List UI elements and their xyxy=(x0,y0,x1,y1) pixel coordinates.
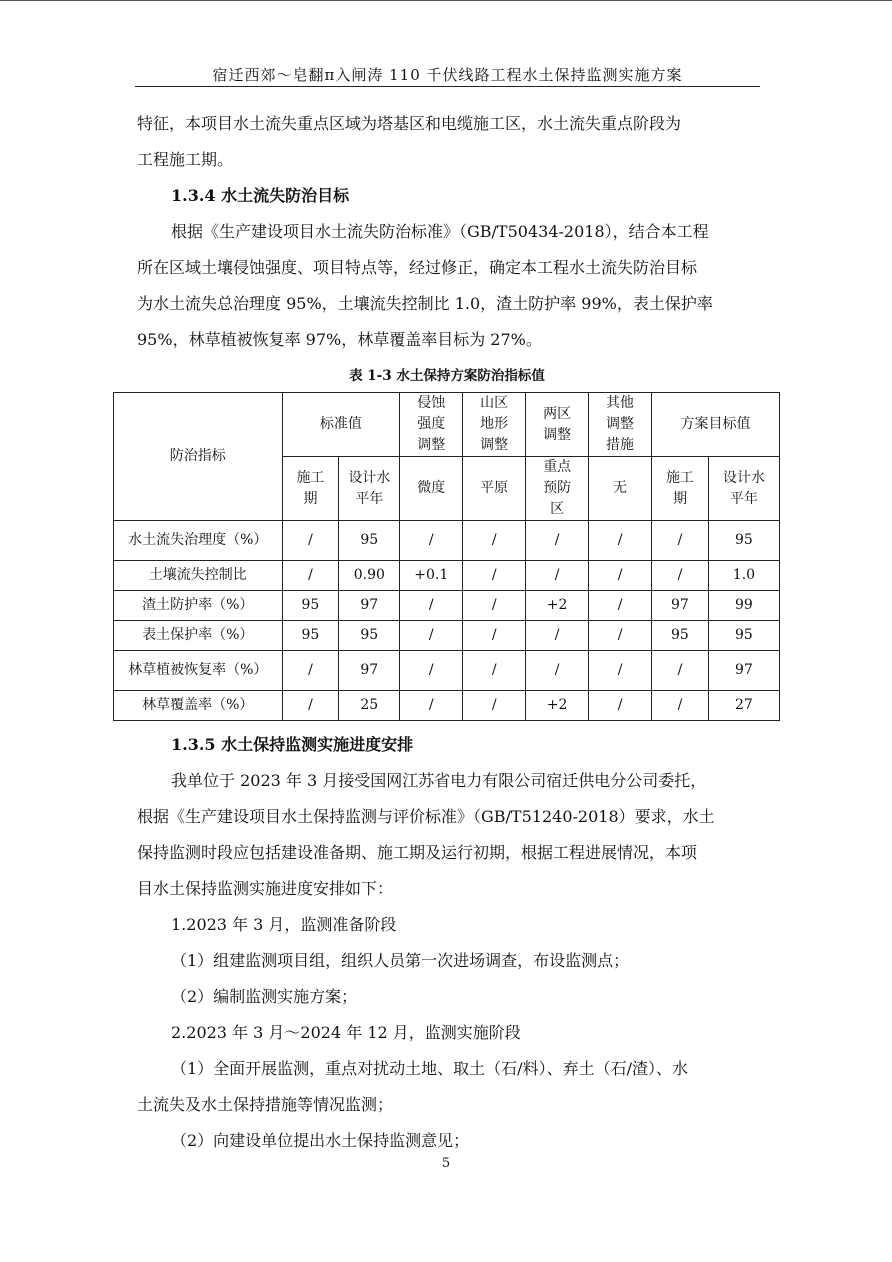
table-cell: +0.1 xyxy=(400,561,463,591)
body-line: 目水土保持监测实施进度安排如下： xyxy=(137,879,394,898)
body-line: 工程施工期。 xyxy=(137,150,234,169)
table-cell: 25 xyxy=(339,691,400,721)
table-cell: / xyxy=(282,651,339,691)
subheader-text: 施工期 xyxy=(296,469,325,507)
table-cell: / xyxy=(463,691,526,721)
table-cell: / xyxy=(589,591,652,621)
table-cell: 0.90 xyxy=(339,561,400,591)
table-cell: +2 xyxy=(526,691,589,721)
page-top-edge xyxy=(0,0,892,1)
body-line: 所在区域土壤侵蚀强度、项目特点等，经过修正，确定本工程水土流失防治目标 xyxy=(137,258,698,277)
schedule-item: （2）向建设单位提出水土保持监测意见； xyxy=(171,1131,470,1150)
header-mountain xyxy=(463,393,526,457)
table-cell: / xyxy=(282,691,339,721)
table-cell: / xyxy=(589,521,652,561)
subheader-text: 设计水平年 xyxy=(722,469,765,507)
schedule-item: （1）全面开展监测，重点对扰动土地、取土（石/料）、弃土（石/渣）、水 xyxy=(171,1059,688,1078)
table-cell: 95 xyxy=(652,621,709,651)
subheader-cell xyxy=(282,457,339,521)
table-cell: / xyxy=(652,691,709,721)
body-line: 我单位于 2023 年 3 月接受国网江苏省电力有限公司宿迁供电分公司委托， xyxy=(171,771,707,790)
table-cell: / xyxy=(282,521,339,561)
table-cell: / xyxy=(526,621,589,651)
table-row xyxy=(114,651,780,691)
header-rule xyxy=(135,86,760,87)
table-cell: 1.0 xyxy=(708,561,779,591)
table-cell: 97 xyxy=(339,591,400,621)
table-cell: / xyxy=(400,651,463,691)
body-line: 保持监测时段应包括建设准备期、施工期及运行初期，根据工程进展情况，本项 xyxy=(137,843,698,862)
indicator-table xyxy=(113,392,780,721)
table-cell: / xyxy=(589,651,652,691)
section-heading-134: 1.3.4 水土流失防治目标 xyxy=(171,186,350,205)
table-cell: / xyxy=(589,561,652,591)
schedule-item: 2.2023 年 3 月～2024 年 12 月，监测实施阶段 xyxy=(171,1023,521,1042)
table-cell: / xyxy=(463,521,526,561)
table-cell: / xyxy=(463,561,526,591)
body-line: 根据《生产建设项目水土保持监测与评价标准》（GB/T51240-2018）要求，水土 xyxy=(137,807,715,826)
table-cell: 97 xyxy=(339,651,400,691)
header-erosion xyxy=(400,393,463,457)
table-cell: 97 xyxy=(652,591,709,621)
subheader-cell: 无 xyxy=(589,457,652,521)
table-cell: 95 xyxy=(339,521,400,561)
header-target: 方案目标值 xyxy=(652,393,780,457)
table-cell: / xyxy=(589,691,652,721)
subheader-text: 重点预防区 xyxy=(543,459,572,517)
table-cell: / xyxy=(282,561,339,591)
subheader-cell: 平原 xyxy=(463,457,526,521)
table-cell: / xyxy=(652,561,709,591)
table-row xyxy=(114,591,780,621)
table-caption: 表 1-3 水土保持方案防治指标值 xyxy=(349,368,545,384)
table-cell: 95 xyxy=(282,621,339,651)
page-number: 5 xyxy=(441,1156,451,1171)
subheader-cell xyxy=(526,457,589,521)
row-indicator-name: 渣土防护率（%） xyxy=(114,591,283,621)
table-cell: / xyxy=(400,521,463,561)
table-row xyxy=(114,561,780,591)
table-cell: 99 xyxy=(708,591,779,621)
table-row xyxy=(114,521,780,561)
row-indicator-name: 土壤流失控制比 xyxy=(114,561,283,591)
table-cell: / xyxy=(652,651,709,691)
subheader-text: 设计水平年 xyxy=(348,469,391,507)
table-cell: / xyxy=(400,691,463,721)
table-cell: / xyxy=(400,591,463,621)
header-other-text: 其他调整措施 xyxy=(606,395,635,453)
header-erosion-text: 侵蚀强度调整 xyxy=(417,395,446,453)
table-row xyxy=(114,691,780,721)
row-indicator-name: 林草植被恢复率（%） xyxy=(114,651,283,691)
subheader-cell xyxy=(708,457,779,521)
header-mountain-text: 山区地形调整 xyxy=(480,395,509,453)
table-cell: 95 xyxy=(339,621,400,651)
row-indicator-name: 表土保护率（%） xyxy=(114,621,283,651)
table-cell: 27 xyxy=(708,691,779,721)
table-row xyxy=(114,621,780,651)
row-indicator-name: 林草覆盖率（%） xyxy=(114,691,283,721)
table-cell: 95 xyxy=(708,621,779,651)
body-line: 土流失及水土保持措施等情况监测； xyxy=(137,1095,394,1114)
subheader-cell xyxy=(339,457,400,521)
table-cell: 95 xyxy=(282,591,339,621)
table-cell: / xyxy=(589,621,652,651)
table-cell: / xyxy=(652,521,709,561)
body-line: 特征，本项目水土流失重点区域为塔基区和电缆施工区，水土流失重点阶段为 xyxy=(137,114,682,133)
table-cell: / xyxy=(463,591,526,621)
table-cell: / xyxy=(463,651,526,691)
header-indicator: 防治指标 xyxy=(114,393,283,521)
subheader-text: 施工期 xyxy=(665,469,694,507)
page-body xyxy=(128,106,765,1159)
table-cell: / xyxy=(526,651,589,691)
table-cell: +2 xyxy=(526,591,589,621)
table-cell: 95 xyxy=(708,521,779,561)
table-cell: 97 xyxy=(708,651,779,691)
schedule-item: （1）组建监测项目组，组织人员第一次进场调查，布设监测点； xyxy=(171,951,630,970)
schedule-item: 1.2023 年 3 月，监测准备阶段 xyxy=(171,915,397,934)
header-other xyxy=(589,393,652,457)
running-header: 宿迁西郊～皂翻π入闸涛 110 千伏线路工程水土保持监测实施方案 xyxy=(212,66,683,84)
section-heading-135: 1.3.5 水土保持监测实施进度安排 xyxy=(171,735,414,754)
body-line: 为水土流失总治理度 95%，土壤流失控制比 1.0，渣土防护率 99%，表土保护率 xyxy=(137,294,713,313)
schedule-item: （2）编制监测实施方案； xyxy=(171,987,358,1006)
table-cell: / xyxy=(463,621,526,651)
table-cell: / xyxy=(526,561,589,591)
subheader-cell xyxy=(652,457,709,521)
subheader-cell: 微度 xyxy=(400,457,463,521)
table-cell: / xyxy=(526,521,589,561)
header-two-zone-text: 两区调整 xyxy=(543,405,572,443)
header-standard: 标准值 xyxy=(282,393,400,457)
row-indicator-name: 水土流失治理度（%） xyxy=(114,521,283,561)
header-two-zone xyxy=(526,393,589,457)
table-body xyxy=(114,521,780,721)
table-cell: / xyxy=(400,621,463,651)
body-line: 95%，林草植被恢复率 97%，林草覆盖率目标为 27%。 xyxy=(137,330,542,349)
body-line: 根据《生产建设项目水土流失防治标准》（GB/T50434-2018），结合本工程 xyxy=(171,222,709,241)
